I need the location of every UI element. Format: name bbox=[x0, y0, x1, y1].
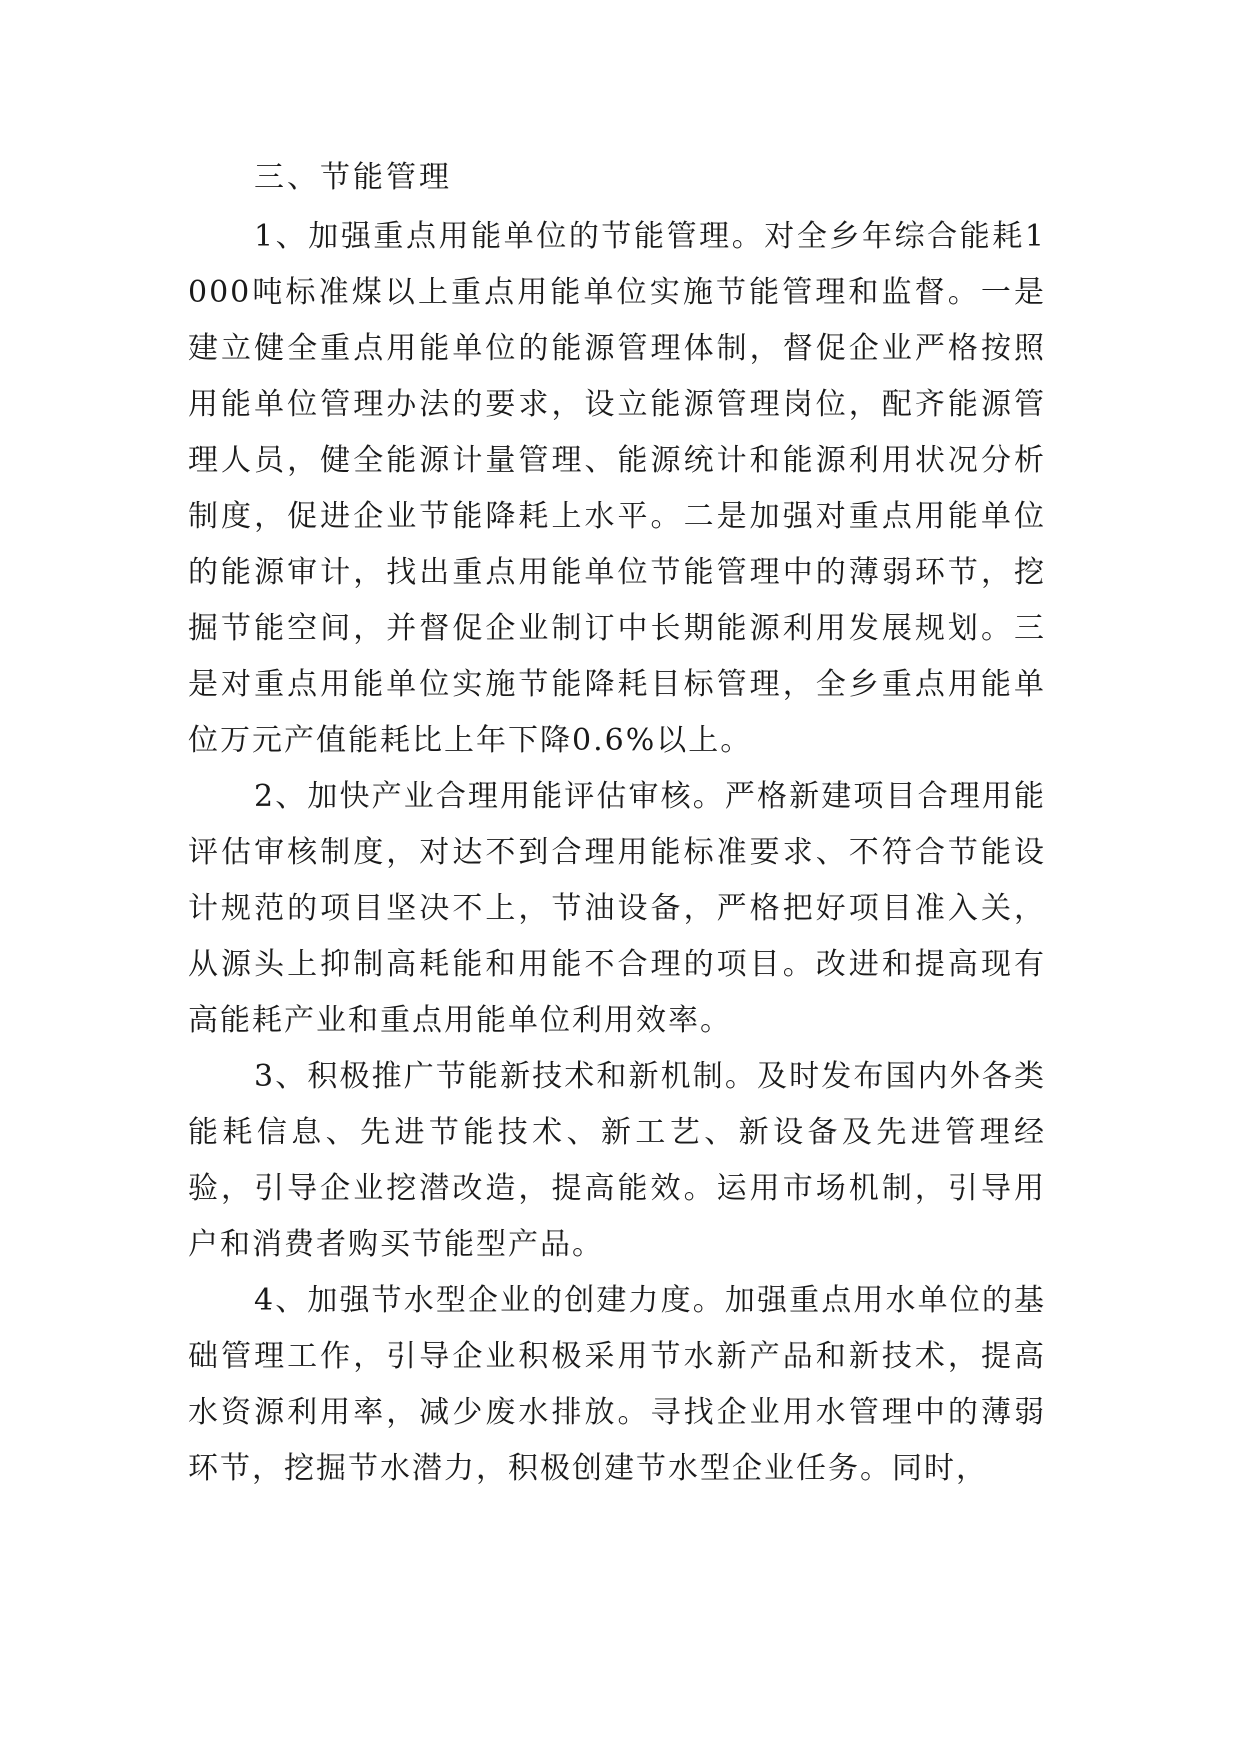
paragraph-4: 4、加强节水型企业的创建力度。加强重点用水单位的基础管理工作，引导企业积极采用节水新产品和新技术，提高水资源利用率，减少废水排放。寻找企业用水管理中的薄弱环节，挖掘节水潜力，积极创建节水型企业任务。同时， bbox=[188, 1283, 1046, 1486]
section-heading: 三、节能管理 bbox=[254, 160, 452, 195]
paragraph-1: 1、加强重点用能单位的节能管理。对全乡年综合能耗1000吨标准煤以上重点用能单位实施节能管理和监督。一是建立健全重点用能单位的能源管理体制，督促企业严格按照用能单位管理办法的要求，设立能源管理岗位，配齐能源管理人员，健全能源计量管理、能源统计和能源利用状况分析制度，促进企业节能降耗上水平。二是加强对重点用能单位的能源审计，找出重点用能单位节能管理中的薄弱环节，挖掘节能空间，并督促企业制订中长期能源利用发展规划。三是对重点用能单位实施节能降耗目标管理，全乡重点用能单位万元产值能耗比上年下降0.6%以上。 bbox=[188, 219, 1046, 758]
paragraph-3: 3、积极推广节能新技术和新机制。及时发布国内外各类能耗信息、先进节能技术、新工艺、新设备及先进管理经验，引导企业挖潜改造，提高能效。运用市场机制，引导用户和消费者购买节能型产品。 bbox=[188, 1059, 1046, 1262]
document-page bbox=[188, 150, 1046, 1497]
paragraph-2: 2、加快产业合理用能评估审核。严格新建项目合理用能评估审核制度，对达不到合理用能标准要求、不符合节能设计规范的项目坚决不上，节油设备，严格把好项目准入关，从源头上抑制高耗能和用能不合理的项目。改进和提高现有高能耗产业和重点用能单位利用效率。 bbox=[188, 779, 1046, 1038]
